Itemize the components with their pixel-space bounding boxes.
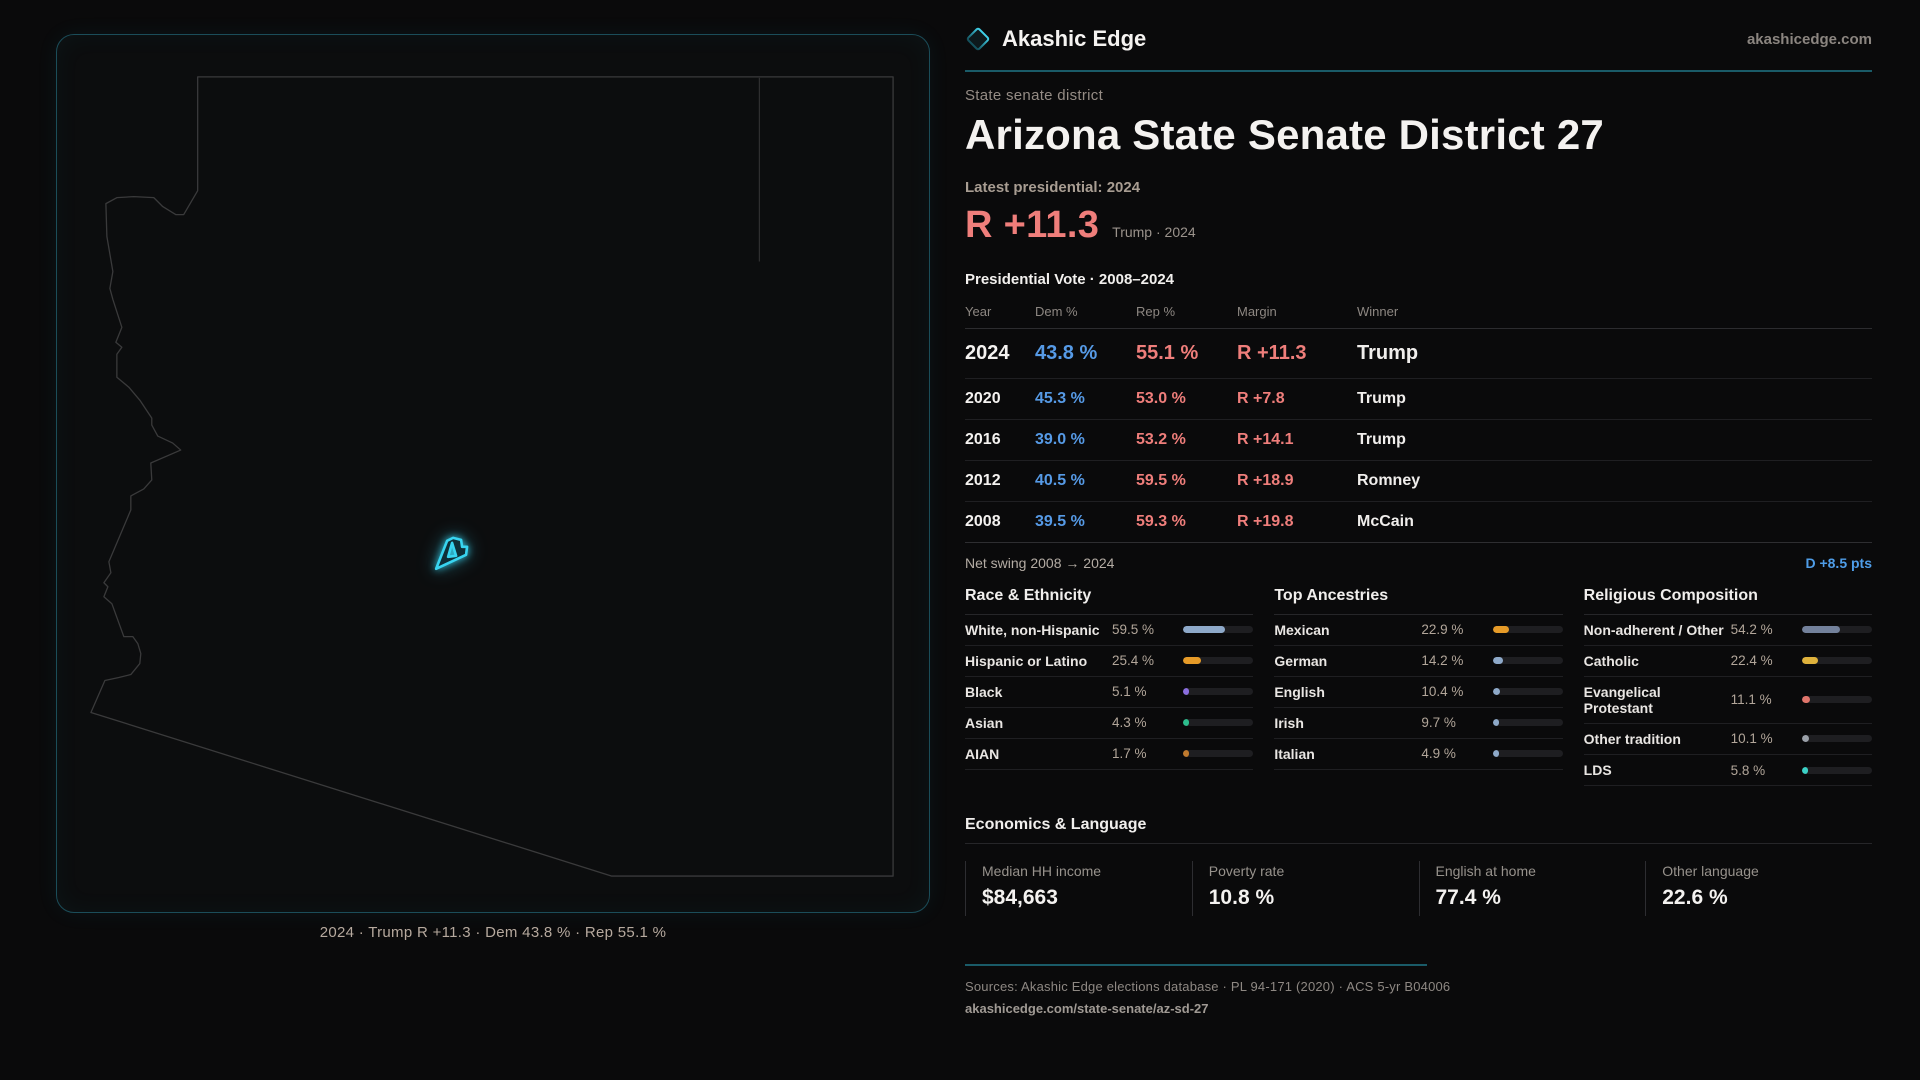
page-eyebrow: State senate district xyxy=(965,86,1104,104)
religion-column xyxy=(1584,587,1872,787)
ancestry-column xyxy=(1274,587,1562,787)
bar-track xyxy=(1802,626,1872,633)
brand xyxy=(965,26,1146,52)
demo-row xyxy=(1274,739,1562,770)
cell-year: 2012 xyxy=(965,471,1001,489)
bar-track xyxy=(1802,735,1872,742)
demo-value: 54.2 % xyxy=(1730,622,1773,638)
site-domain-link[interactable]: akashicedge.com xyxy=(1746,30,1872,48)
cell-dem: 39.5 % xyxy=(1035,512,1085,530)
district-27-shape xyxy=(436,538,467,569)
cell-dem: 43.8 % xyxy=(1035,341,1098,364)
bar-fill xyxy=(1802,696,1810,703)
stat-label: Median HH income xyxy=(982,863,1102,880)
stat-value: $84,663 xyxy=(982,886,1058,910)
demo-row xyxy=(1274,677,1562,708)
col-margin: Margin xyxy=(1237,303,1277,319)
demo-row xyxy=(1274,615,1562,646)
demo-label: Catholic xyxy=(1583,652,1639,669)
cell-margin: R +18.9 xyxy=(1237,471,1294,489)
bar-fill xyxy=(1183,657,1201,664)
cell-margin: R +11.3 xyxy=(1237,341,1307,364)
demo-label: Hispanic or Latino xyxy=(965,652,1088,669)
bar-fill xyxy=(1802,735,1809,742)
demo-value: 4.3 % xyxy=(1112,715,1147,731)
stat-other-language xyxy=(1645,861,1872,916)
bar-track xyxy=(1183,719,1253,726)
headline-margin-context: Trump · 2024 xyxy=(1112,223,1196,240)
bar-track xyxy=(1183,657,1253,664)
permalink[interactable]: akashicedge.com/state-senate/az-sd-27 xyxy=(965,1000,1209,1016)
demo-value: 1.7 % xyxy=(1112,746,1147,762)
cell-rep: 53.2 % xyxy=(1136,430,1186,448)
demo-label: AIAN xyxy=(965,745,1000,762)
stat-english-at-home xyxy=(1419,861,1646,916)
demo-row xyxy=(1274,646,1562,677)
bar-track xyxy=(1493,626,1563,633)
net-swing-row xyxy=(965,543,1872,571)
demo-value: 14.2 % xyxy=(1421,653,1464,669)
demo-value: 5.1 % xyxy=(1112,684,1147,700)
cell-margin: R +7.8 xyxy=(1237,389,1285,407)
vote-table-title: Presidential Vote · 2008–2024 xyxy=(965,270,1175,288)
demo-row xyxy=(965,615,1253,646)
bar-track xyxy=(1183,626,1253,633)
bar-track xyxy=(1183,688,1253,695)
demo-value: 22.9 % xyxy=(1421,622,1464,638)
stat-label: Other language xyxy=(1662,863,1759,880)
demo-row xyxy=(965,708,1253,739)
headline-margin-value: R +11.3 xyxy=(965,203,1100,246)
demo-value: 5.8 % xyxy=(1730,762,1766,778)
demo-label: Asian xyxy=(965,714,1004,731)
demo-label: English xyxy=(1274,683,1325,700)
bar-track xyxy=(1493,688,1563,695)
cell-winner: Trump xyxy=(1357,430,1406,448)
latest-presidential-label: Latest presidential: 2024 xyxy=(965,178,1141,196)
bar-fill xyxy=(1493,688,1500,695)
demo-value: 25.4 % xyxy=(1112,653,1155,669)
demo-label: German xyxy=(1274,652,1328,669)
bar-fill xyxy=(1802,767,1808,774)
table-row xyxy=(965,461,1872,502)
demo-value: 10.4 % xyxy=(1421,684,1464,700)
table-row xyxy=(965,420,1872,461)
demo-value: 11.1 % xyxy=(1730,692,1772,708)
cell-year: 2020 xyxy=(965,389,1001,407)
col-dem: Dem % xyxy=(1035,303,1078,319)
bar-fill xyxy=(1493,719,1500,726)
bar-track xyxy=(1493,719,1563,726)
demo-row xyxy=(1584,615,1872,646)
cell-winner: McCain xyxy=(1357,512,1414,530)
bar-fill xyxy=(1802,626,1840,633)
cell-margin: R +14.1 xyxy=(1237,430,1294,448)
stat-label: Poverty rate xyxy=(1208,863,1285,880)
col-year: Year xyxy=(965,303,992,319)
cell-dem: 39.0 % xyxy=(1035,430,1085,448)
bar-track xyxy=(1493,750,1563,757)
arizona-map xyxy=(57,35,929,912)
demo-value: 59.5 % xyxy=(1112,622,1155,638)
cell-winner: Romney xyxy=(1357,471,1421,489)
table-row xyxy=(965,502,1872,543)
col-rep: Rep % xyxy=(1136,303,1176,319)
page-footer xyxy=(965,964,1872,1018)
stat-value: 77.4 % xyxy=(1435,886,1501,910)
bar-fill xyxy=(1183,719,1189,726)
demo-row xyxy=(1584,646,1872,677)
demo-label: White, non-Hispanic xyxy=(965,621,1100,638)
cell-rep: 59.3 % xyxy=(1136,512,1186,530)
net-swing-value: D +8.5 pts xyxy=(1805,554,1872,571)
demo-value: 4.9 % xyxy=(1421,746,1456,762)
vote-table-header xyxy=(965,299,1872,329)
demo-label: Black xyxy=(965,683,1003,700)
cell-rep: 55.1 % xyxy=(1136,341,1199,364)
bar-track xyxy=(1493,657,1563,664)
demographics-grid xyxy=(965,587,1872,787)
stat-value: 22.6 % xyxy=(1662,886,1728,910)
site-header xyxy=(965,0,1872,52)
demo-row xyxy=(1584,724,1872,755)
demo-label: Mexican xyxy=(1274,621,1330,638)
economics-stats xyxy=(965,861,1872,916)
cell-rep: 53.0 % xyxy=(1136,389,1186,407)
bar-fill xyxy=(1493,657,1503,664)
demo-row xyxy=(1274,708,1562,739)
net-swing-label: Net swing 2008 → 2024 xyxy=(965,554,1115,571)
table-row xyxy=(965,329,1872,379)
headline-margin-row xyxy=(965,204,1872,247)
bar-track xyxy=(1183,750,1253,757)
cell-dem: 45.3 % xyxy=(1035,389,1085,407)
stat-value: 10.8 % xyxy=(1208,886,1275,910)
demo-row xyxy=(965,739,1253,770)
table-row xyxy=(965,379,1872,420)
stat-median-income xyxy=(965,861,1192,916)
stat-label: English at home xyxy=(1435,863,1536,880)
bar-fill xyxy=(1802,657,1818,664)
demo-label: Non-adherent / Other xyxy=(1583,621,1724,638)
economics-section xyxy=(965,816,1872,916)
demo-value: 10.1 % xyxy=(1730,731,1773,747)
economics-title: Economics & Language xyxy=(965,816,1872,844)
bar-fill xyxy=(1493,750,1499,757)
bar-fill xyxy=(1183,626,1225,633)
bar-fill xyxy=(1183,750,1189,757)
demo-value: 22.4 % xyxy=(1730,653,1773,669)
demo-row xyxy=(1584,755,1872,786)
demo-row xyxy=(965,646,1253,677)
cell-margin: R +19.8 xyxy=(1237,512,1294,530)
cell-year: 2008 xyxy=(965,512,1001,530)
demo-value: 9.7 % xyxy=(1421,715,1456,731)
bar-track xyxy=(1802,696,1872,703)
demo-label: Other tradition xyxy=(1583,730,1681,747)
col-winner: Winner xyxy=(1357,303,1399,319)
race-ethnicity-column xyxy=(965,587,1253,787)
section-title: Top Ancestries xyxy=(1274,587,1562,615)
demo-row xyxy=(965,677,1253,708)
arizona-outline xyxy=(91,77,893,876)
demo-label: Italian xyxy=(1274,745,1315,762)
demo-label: LDS xyxy=(1583,761,1612,778)
presidential-vote-table xyxy=(965,299,1872,543)
bar-track xyxy=(1802,767,1872,774)
diamond-logo-icon xyxy=(965,26,991,52)
cell-rep: 59.5 % xyxy=(1136,471,1186,489)
cell-winner: Trump xyxy=(1357,389,1406,407)
section-title: Race & Ethnicity xyxy=(965,587,1253,615)
header-divider xyxy=(965,70,1872,72)
bar-fill xyxy=(1183,688,1189,695)
cell-year: 2016 xyxy=(965,430,1001,448)
stat-poverty-rate xyxy=(1192,861,1419,916)
demo-label: Irish xyxy=(1274,714,1304,731)
page-title: Arizona State Senate District 27 xyxy=(965,110,1604,158)
bar-fill xyxy=(1493,626,1509,633)
map-caption: 2024 · Trump R +11.3 · Dem 43.8 % · Rep 55.1 % xyxy=(319,924,667,941)
footer-divider xyxy=(965,964,1427,966)
brand-name: Akashic Edge xyxy=(1002,26,1147,51)
demo-label: Evangelical Protestant xyxy=(1583,683,1661,716)
bar-track xyxy=(1802,657,1872,664)
district-map-panel xyxy=(56,34,930,913)
demo-row xyxy=(1584,677,1872,724)
cell-winner: Trump xyxy=(1357,341,1419,364)
cell-dem: 40.5 % xyxy=(1035,471,1085,489)
cell-year: 2024 xyxy=(965,341,1010,364)
report-content xyxy=(965,0,1872,1018)
section-title: Religious Composition xyxy=(1584,587,1872,615)
sources-text: Sources: Akashic Edge elections database · PL 94-171 (2020) · ACS 5-yr B04006 xyxy=(965,978,1451,994)
